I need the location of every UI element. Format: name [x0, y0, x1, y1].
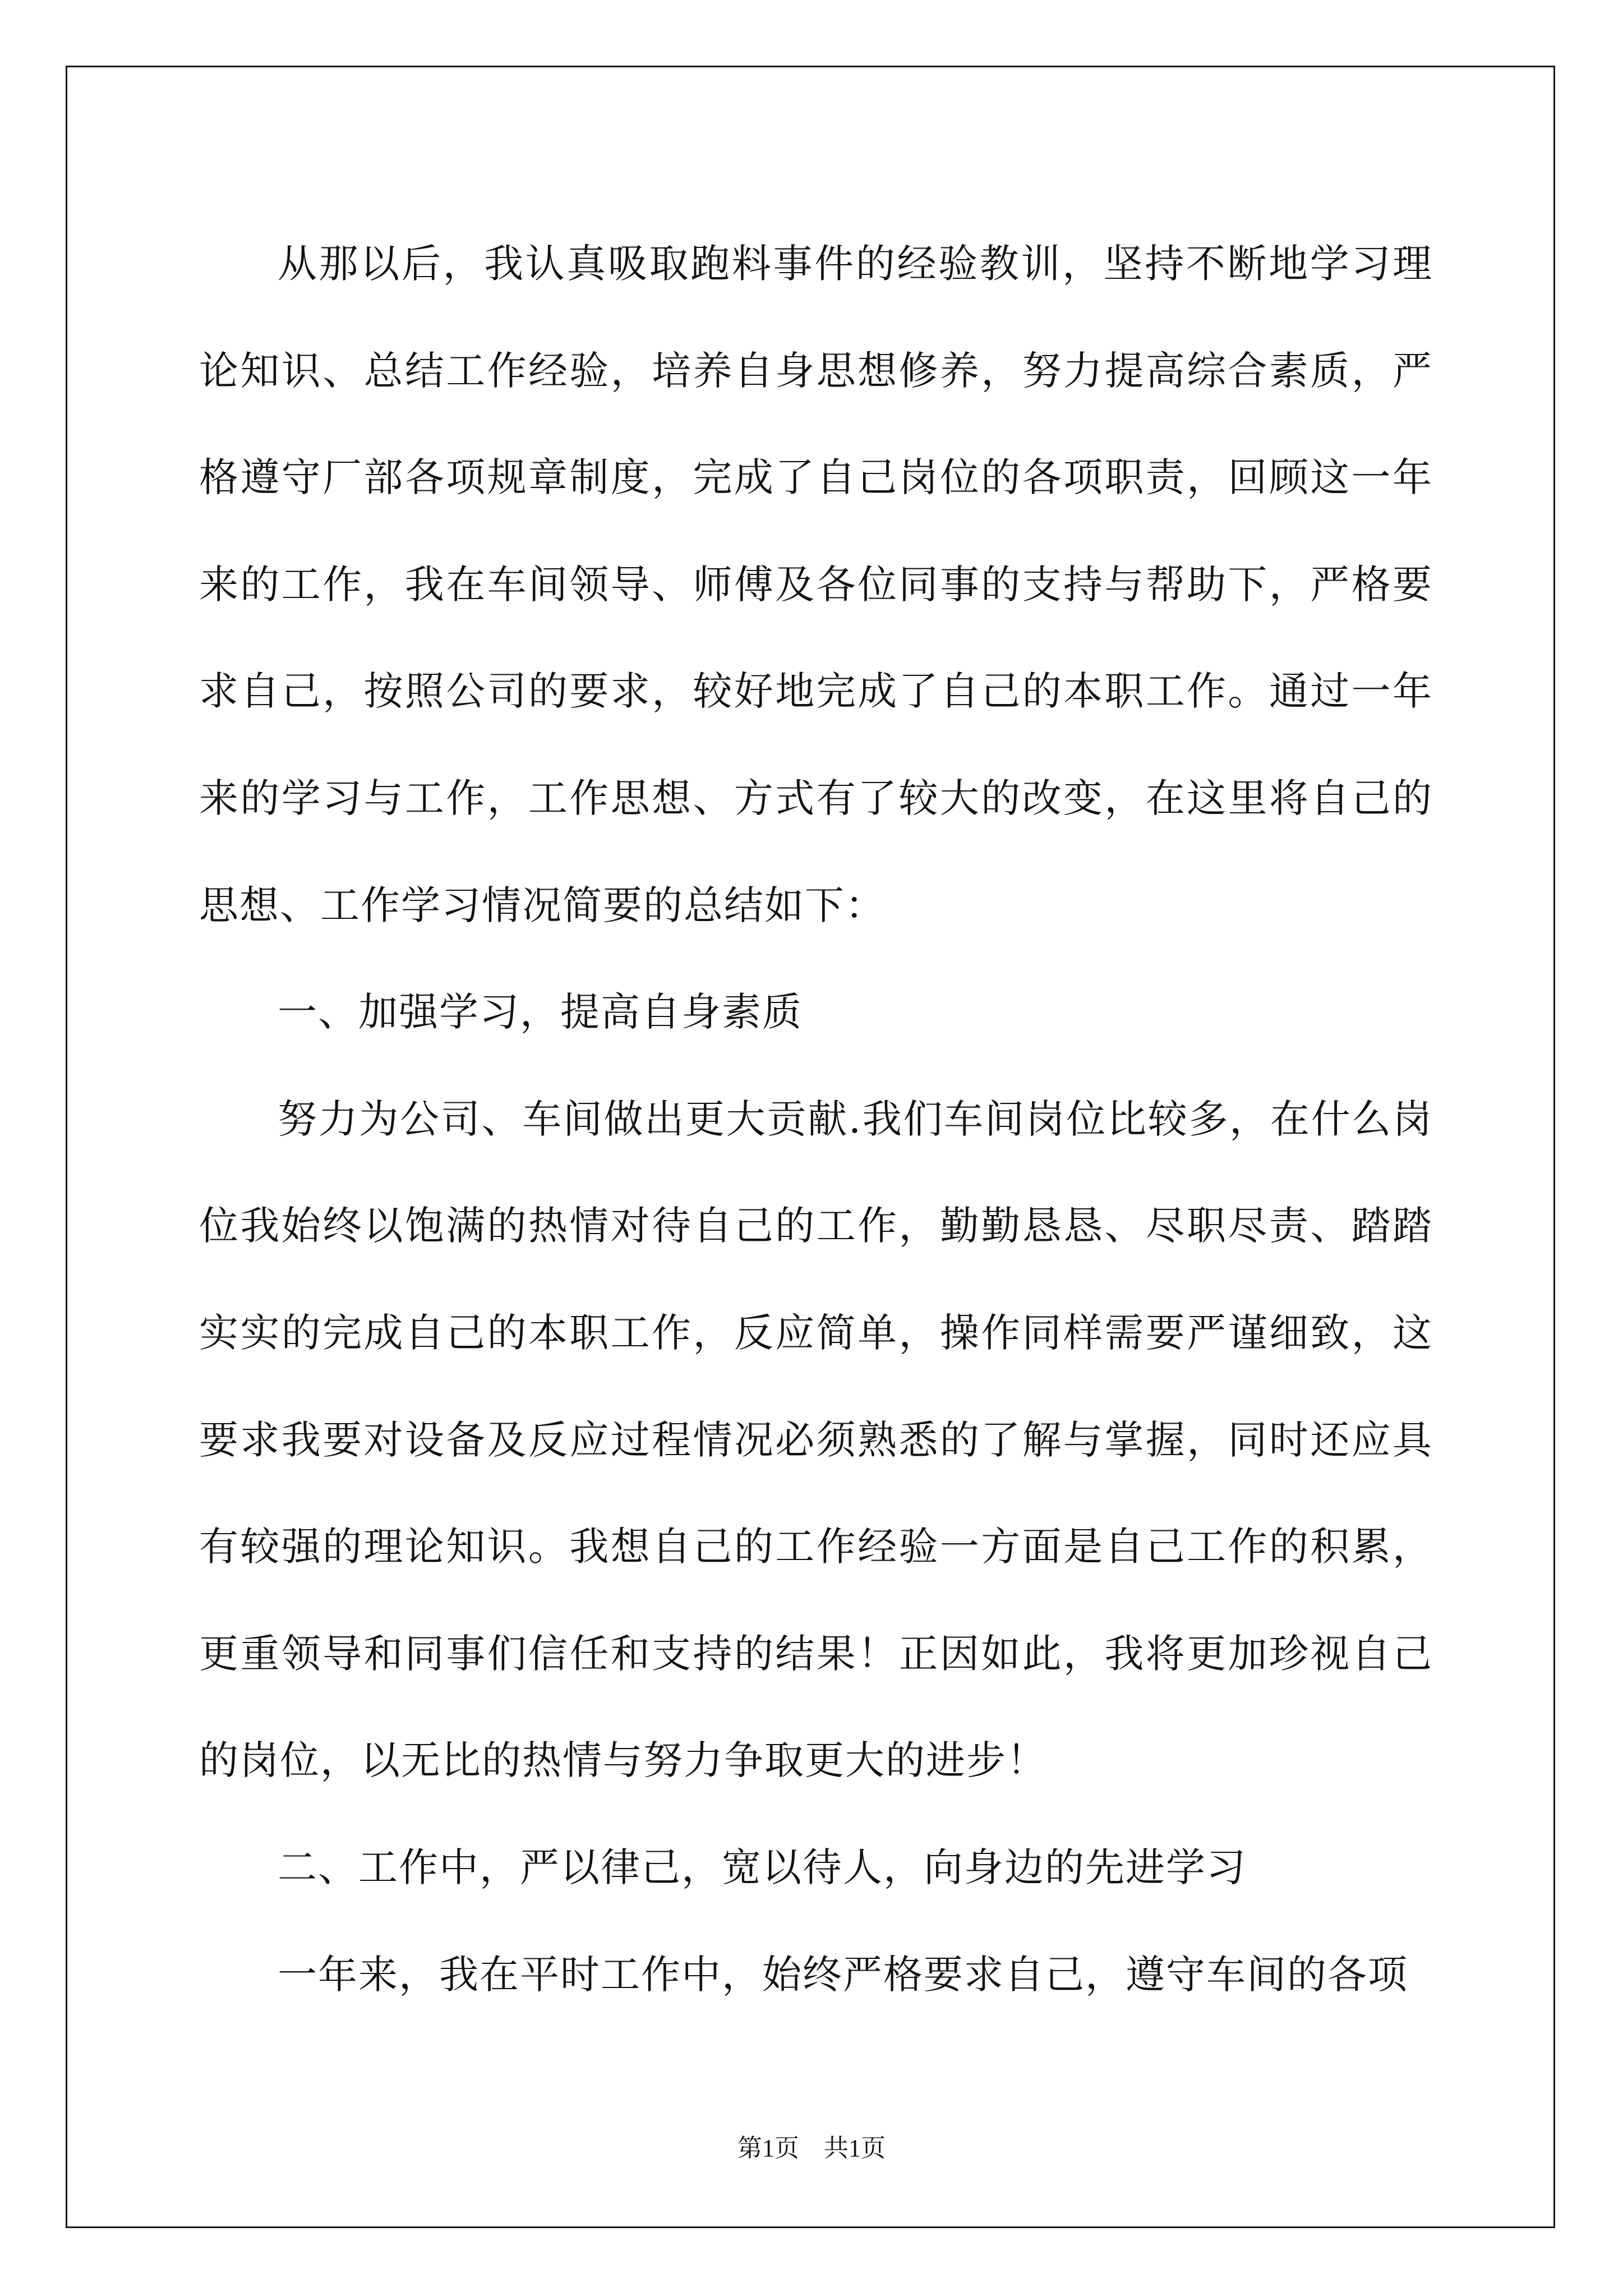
heading-section-1: 一、加强学习，提高自身素质	[278, 989, 803, 1036]
heading-section-2: 二、工作中，严以律己，宽以待人，向身边的先进学习	[278, 1844, 1247, 1890]
page-footer	[0, 2132, 1623, 2165]
page-number: 第1页	[737, 2134, 799, 2162]
document-body	[199, 210, 1433, 2028]
paragraph-section-2: 一年来，我在平时工作中，始终严格要求自己，遵守车间的各项	[278, 1951, 1408, 1998]
paragraph-section-1: 努力为公司、车间做出更大贡献.我们车间岗位比较多，在什么岗位我始终以饱满的热情对待自己的工作，勤勤恳恳、尽职尽责、踏踏实实的完成自己的本职工作，反应简单，操作同样需要严谨细致，这要求我要对设备及反应过程情况必须熟悉的了解与掌握，同时还应具有较强的理论知识。我想自己的工作经验一方面是自己工作的积累，更重领导和同事们信任和支持的结果！正因如此，我将更加珍视自己的岗位，以无比的热情与努力争取更大的进步！	[199, 1096, 1433, 1784]
paragraph-intro: 从那以后，我认真吸取跑料事件的经验教训，坚持不断地学习理论知识、总结工作经验，培养自身思想修养，努力提高综合素质，严格遵守厂部各项规章制度，完成了自己岗位的各项职责，回顾这一年来的工作，我在车间领导、师傅及各位同事的支持与帮助下，严格要求自己，按照公司的要求，较好地完成了自己的本职工作。通过一年来的学习与工作，工作思想、方式有了较大的改变，在这里将自己的思想、工作学习情况简要的总结如下：	[199, 241, 1433, 928]
page-total: 共1页	[824, 2134, 886, 2162]
